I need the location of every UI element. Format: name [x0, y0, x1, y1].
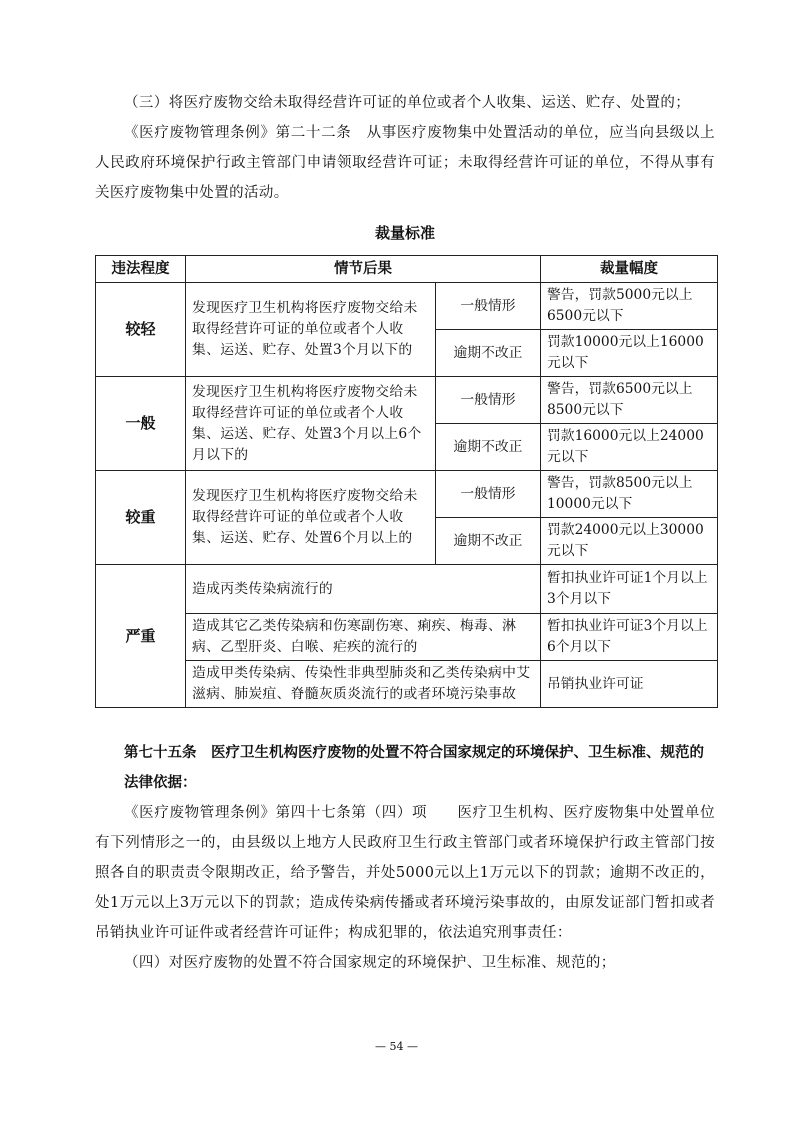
penalty-cell: 罚款10000元以上16000元以下	[541, 330, 718, 377]
condition-cell: 一般情形	[436, 471, 541, 518]
condition-cell: 逾期不改正	[436, 330, 541, 377]
table-row	[96, 377, 718, 424]
table-row	[96, 471, 718, 518]
condition-cell: 一般情形	[436, 377, 541, 424]
penalty-cell: 罚款16000元以上24000元以下	[541, 424, 718, 471]
sanction-table	[95, 255, 718, 708]
description-cell: 发现医疗卫生机构将医疗废物交给未取得经营许可证的单位或者个人收集、运送、贮存、处置6个月以上的	[186, 471, 436, 565]
consequence-cell: 造成甲类传染病、传染性非典型肺炎和乙类传染病中艾滋病、肺炭疽、脊髓灰质炎流行的或者环境污染事故	[186, 661, 541, 708]
header-consequence: 情节后果	[186, 256, 541, 283]
level-cell: 一般	[96, 377, 186, 471]
header-range: 裁量幅度	[541, 256, 718, 283]
description-cell: 发现医疗卫生机构将医疗废物交给未取得经营许可证的单位或者个人收集、运送、贮存、处置3个月以上6个月以下的	[186, 377, 436, 471]
level-cell: 严重	[96, 565, 186, 708]
penalty-cell: 警告，罚款5000元以上6500元以下	[541, 283, 718, 330]
article-75-heading: 第七十五条 医疗卫生机构医疗废物的处置不符合国家规定的环境保护、卫生标准、规范的	[124, 745, 704, 761]
consequence-cell: 造成丙类传染病流行的	[186, 565, 541, 614]
penalty-cell: 罚款24000元以上30000元以下	[541, 518, 718, 565]
table-row	[96, 614, 718, 661]
item-four-text: （四）对医疗废物的处置不符合国家规定的环境保护、卫生标准、规范的；	[124, 955, 616, 971]
item-three-text: （三）将医疗废物交给未取得经营许可证的单位或者个人收集、运送、贮存、处置的；	[124, 95, 691, 111]
table-row	[96, 661, 718, 708]
document-page	[95, 88, 715, 978]
table-title: 裁量标准	[374, 224, 435, 242]
regulation-47-text: 《医疗废物管理条例》第四十七条第（四）项 医疗卫生机构、医疗废物集中处置单位有下列情形之一的，由县级以上地方人民政府卫生行政主管部门或者环境保护行政主管部门按照各自的职责责令限期改正，给予警告，并处5000元以上1万元以下的罚款；逾期不改正的，处1万元以上3万元以下的罚款；造成传染病传播或者环境污染事故的，由原发证部门暂扣或者吊销执业许可证件或者经营许可证件；构成犯罪的，依法追究刑事责任：	[95, 805, 715, 941]
penalty-cell: 暂扣执业许可证3个月以上6个月以下	[541, 614, 718, 661]
penalty-cell: 警告，罚款8500元以上10000元以下	[541, 471, 718, 518]
condition-cell: 一般情形	[436, 283, 541, 330]
level-cell: 较重	[96, 471, 186, 565]
table-header-row	[96, 256, 718, 283]
regulation-22-text: 《医疗废物管理条例》第二十二条 从事医疗废物集中处置活动的单位，应当向县级以上人民政府环境保护行政主管部门申请领取经营许可证；未取得经营许可证的单位，不得从事有关医疗废物集中处置的活动。	[95, 125, 715, 201]
consequence-cell: 造成其它乙类传染病和伤寒副伤寒、痢疾、梅毒、淋病、乙型肝炎、白喉、疟疾的流行的	[186, 614, 541, 661]
description-cell: 发现医疗卫生机构将医疗废物交给未取得经营许可证的单位或者个人收集、运送、贮存、处置3个月以下的	[186, 283, 436, 377]
penalty-cell: 吊销执业许可证	[541, 661, 718, 708]
legal-basis-label: 法律依据：	[124, 775, 197, 791]
condition-cell: 逾期不改正	[436, 424, 541, 471]
level-cell: 较轻	[96, 283, 186, 377]
condition-cell: 逾期不改正	[436, 518, 541, 565]
penalty-cell: 警告，罚款6500元以上8500元以下	[541, 377, 718, 424]
penalty-cell: 暂扣执业许可证1个月以上3个月以下	[541, 565, 718, 614]
header-degree: 违法程度	[96, 256, 186, 283]
table-row	[96, 565, 718, 614]
table-row	[96, 283, 718, 330]
page-number: — 54 —	[375, 1040, 418, 1053]
